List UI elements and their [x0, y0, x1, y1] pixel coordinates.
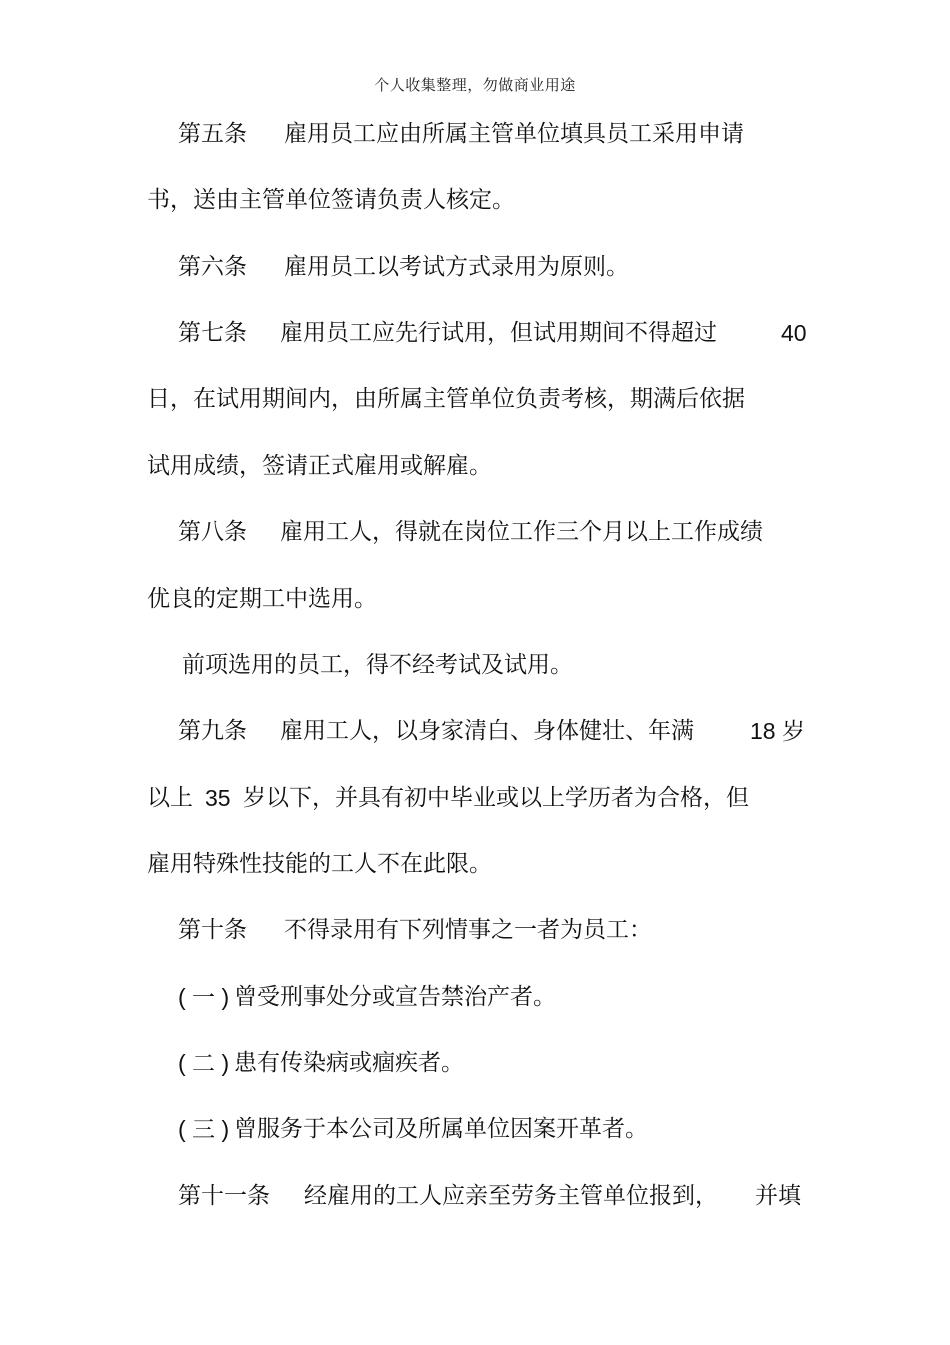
article-8-continuation: 优良的定期工中选用。: [147, 586, 377, 612]
article-7-number: 第七条: [178, 320, 247, 346]
article-9-continuation-2: 雇用特殊性技能的工人不在此限。: [147, 851, 492, 877]
article-10-item-1-number: ( 一 ): [178, 984, 230, 1010]
article-9-continuation-prefix: 以上: [147, 785, 193, 811]
article-6-number: 第六条: [178, 254, 247, 280]
article-5-number: 第五条: [178, 121, 247, 147]
article-9-number: 第九条: [178, 718, 247, 744]
article-8-number: 第八条: [178, 519, 247, 545]
article-10-item-2-number: ( 二 ): [178, 1050, 230, 1076]
article-7-days-number: 40: [781, 320, 807, 346]
article-7-continuation-1: 日，在试用期间内，由所属主管单位负责考核，期满后依据: [147, 386, 745, 412]
article-10-item-3-number: ( 三 ): [178, 1116, 230, 1142]
article-11-number: 第十一条: [178, 1183, 270, 1209]
article-10-item-3-text: 曾服务于本公司及所属单位因案开革者。: [234, 1116, 648, 1142]
article-9-continuation-1: 岁以下，并具有初中毕业或以上学历者为合格，但: [243, 785, 749, 811]
article-6-text: 雇用员工以考试方式录用为原则。: [284, 254, 629, 280]
article-11-text: 经雇用的工人应亲至劳务主管单位报到，: [304, 1183, 718, 1209]
article-7-continuation-2: 试用成绩，签请正式雇用或解雇。: [147, 453, 492, 479]
article-10-item-1-text: 曾受刑事处分或宣告禁治产者。: [234, 984, 556, 1010]
article-10-item-2-text: 患有传染病或痼疾者。: [234, 1050, 464, 1076]
article-10-number: 第十条: [178, 917, 247, 943]
article-11-tail: 并填: [755, 1183, 801, 1209]
article-9-age-min: 18 岁: [750, 718, 805, 744]
article-10-text: 不得录用有下列情事之一者为员工：: [284, 917, 652, 943]
article-5-continuation: 书，送由主管单位签请负责人核定。: [147, 187, 515, 213]
article-9-text: 雇用工人，以身家清白、身体健壮、年满: [280, 718, 694, 744]
article-8-text: 雇用工人，得就在岗位工作三个月以上工作成绩: [280, 519, 763, 545]
page-header: 个人收集整理，勿做商业用途: [374, 76, 576, 94]
article-7-text: 雇用员工应先行试用，但试用期间不得超过: [280, 320, 717, 346]
article-9-age-max: 35: [205, 785, 231, 811]
article-5-text: 雇用员工应由所属主管单位填具员工采用申请: [284, 121, 744, 147]
article-8-paragraph-2: 前项选用的员工，得不经考试及试用。: [182, 652, 573, 678]
